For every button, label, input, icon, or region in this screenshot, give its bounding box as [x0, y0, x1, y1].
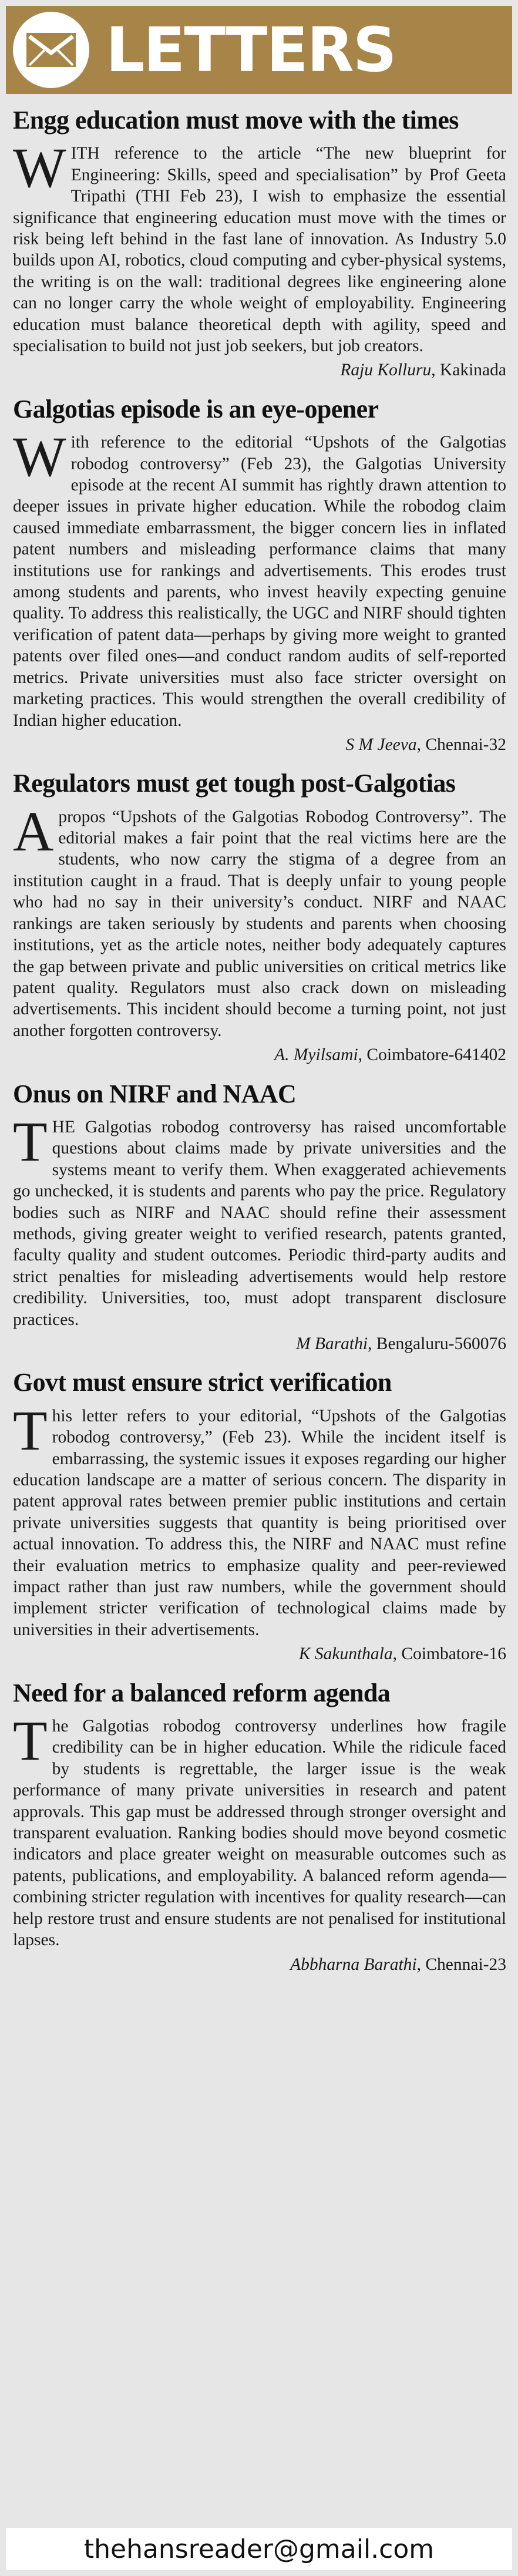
letter-text: propos “Upshots of the Galgotias Robodog Controversy”. The editorial makes a fair point that the real victims here are the students, who now carry the stigma of a degree from an institution caught in a fraud. That is deeply unfair to young people who had no say in their university’s conduct. NIRF and NAAC rankings are taken seriously by students and parents when choosing institutions, yet as the article notes, neither body adequately captures the gap between private and public universities on critical metrics like patent quality. Regulators must also crack down on misleading advertisements. This incident should become a turning point, not just another forgotten controversy.	[13, 807, 506, 1040]
letter-text: ITH reference to the article “The new blueprint for Engineering: Skills, speed and specialisation” by Prof Geeta Tripathi (THI Feb 23), I wish to emphasize the essential significance that engineering education must move with the times or risk being left behind in the fast lane of innovation. As Industry 5.0 builds upon AI, robotics, cloud computing and cyber-physical systems, the writing is on the wall: traditional degrees like engineering alone can no longer carry the whole weight of employability. Engineering education must balance theoretical depth with agility, speed and specialisation to build not just job seekers, but job creators.	[13, 144, 506, 356]
drop-cap: T	[13, 1109, 48, 1173]
letter-signature: Raju Kolluru, Kakinada	[340, 361, 506, 380]
letters-list	[13, 106, 506, 1989]
drop-cap: T	[13, 1398, 48, 1462]
letter-text: his letter refers to your editorial, “Upshots of the Galgotias robodog controversy,” (Feb 23). While the incident itself is embarrassing, the systemic issues it exposes regarding our higher education landscape are a matter of serious concern. The disparity in patent approval rates between premier public institutions and certain private universities suggests that quantity is being prioritised over actual innovation. To address this, the NIRF and NAAC must refine their evaluation metrics to emphasize quality and peer-reviewed impact rather than just raw numbers, while the government should implement stricter verification of technological claims made by universities in their advertisements.	[13, 1406, 506, 1639]
envelope-icon	[26, 33, 76, 67]
letter	[13, 106, 506, 382]
drop-cap: W	[13, 136, 66, 200]
letter-author: Raju Kolluru	[340, 361, 432, 380]
letter-body	[13, 799, 506, 1042]
letter-place: Coimbatore-641402	[366, 1045, 506, 1065]
letter	[13, 1368, 506, 1665]
reader-email-link[interactable]: thehansreader@gmail.com	[83, 2534, 435, 2564]
letter-text: ith reference to the editorial “Upshots of the Galgotias robodog controversy” (Feb 23), the Galgotias University episode at the recent AI summit has rightly drawn attention to deeper issues in private higher education. While the robodog claim caused immediate embarrassment, the bigger concern lies in inflated patent numbers and misleading performance claims that many institutions use for rankings and advertisements. This erodes trust among students and parents, who invest heavily expecting genuine quality. To address this realistically, the UGC and NIRF should tighten verification of patent data—perhaps by giving more weight to granted patents over filed ones—and conduct random audits of self-reported metrics. Private universities must also face stricter oversight on marketing practices. This would strengthen the overall credibility of Indian higher education.	[13, 433, 506, 730]
letter-author: S M Jeeva	[345, 735, 417, 754]
letter-headline: Regulators must get tough post-Galgotias	[13, 769, 456, 798]
letter-headline: Onus on NIRF and NAAC	[13, 1079, 297, 1108]
letter-place: Coimbatore-16	[401, 1645, 506, 1664]
letter-signature: A. Myilsami, Coimbatore-641402	[274, 1045, 506, 1065]
letter-signature: M Barathi, Bengaluru-560076	[295, 1334, 506, 1354]
letter-body	[13, 136, 506, 357]
drop-cap: W	[13, 425, 66, 489]
letter-signature: Abbharna Barathi, Chennai-23	[290, 1955, 506, 1974]
letter-text: HE Galgotias robodog controversy has raised uncomfortable questions about claims made by private universities and the systems meant to verify them. When exaggerated achievements go unchecked, it is students and parents who pay the price. Regulatory bodies such as NIRF and NAAC should refine their assessment methods, giving greater weight to verified research, patents granted, faculty quality and student outcomes. Periodic third-party audits and strict penalties for misleading advertisements would help restore credibility. Universities, too, must adopt transparent disclosure practices.	[13, 1117, 506, 1329]
letter-body	[13, 1709, 506, 1951]
letter-headline: Galgotias episode is an eye-opener	[13, 394, 379, 423]
letter-headline: Govt must ensure strict verification	[13, 1368, 392, 1397]
letter-signature: S M Jeeva, Chennai-32	[345, 735, 506, 754]
envelope-badge	[13, 12, 89, 88]
letter-headline: Engg education must move with the times	[13, 106, 459, 134]
letter-author: A. Myilsami	[274, 1045, 358, 1065]
drop-cap: T	[13, 1709, 48, 1772]
letter-place: Chennai-23	[425, 1955, 506, 1974]
letter-author: K Sakunthala	[298, 1645, 393, 1664]
letter	[13, 1679, 506, 1976]
letter	[13, 1080, 506, 1356]
letter-signature: K Sakunthala, Coimbatore-16	[298, 1645, 506, 1664]
letter-place: Kakinada	[439, 361, 506, 380]
letter	[13, 395, 506, 756]
letter-place: Bengaluru-560076	[376, 1334, 506, 1354]
letter-body	[13, 425, 506, 731]
email-footer	[6, 2528, 512, 2570]
letter-headline: Need for a balanced reform agenda	[13, 1678, 391, 1707]
banner-title: LETTERS	[106, 14, 396, 86]
drop-cap: A	[13, 799, 54, 863]
letter	[13, 769, 506, 1066]
letter-place: Chennai-32	[425, 735, 506, 754]
letter-text: he Galgotias robodog controversy underlines how fragile credibility can be in higher education. While the ridicule faced by students is regrettable, the larger issue is the weak performance of many private universities in research and patent approvals. This gap must be addressed through stronger oversight and transparent evaluation. Ranking bodies should move beyond cosmetic indicators and place greater weight on measurable outcomes such as patents, publications, and employability. A balanced reform agenda—combining stricter regulation with incentives for quality research—can help restore trust and ensure students are not penalised for institutional lapses.	[13, 1716, 506, 1950]
letter-body	[13, 1398, 506, 1641]
letter-body	[13, 1109, 506, 1330]
letters-banner	[6, 6, 512, 94]
letter-author: M Barathi	[295, 1334, 368, 1354]
letter-author: Abbharna Barathi	[290, 1955, 417, 1974]
